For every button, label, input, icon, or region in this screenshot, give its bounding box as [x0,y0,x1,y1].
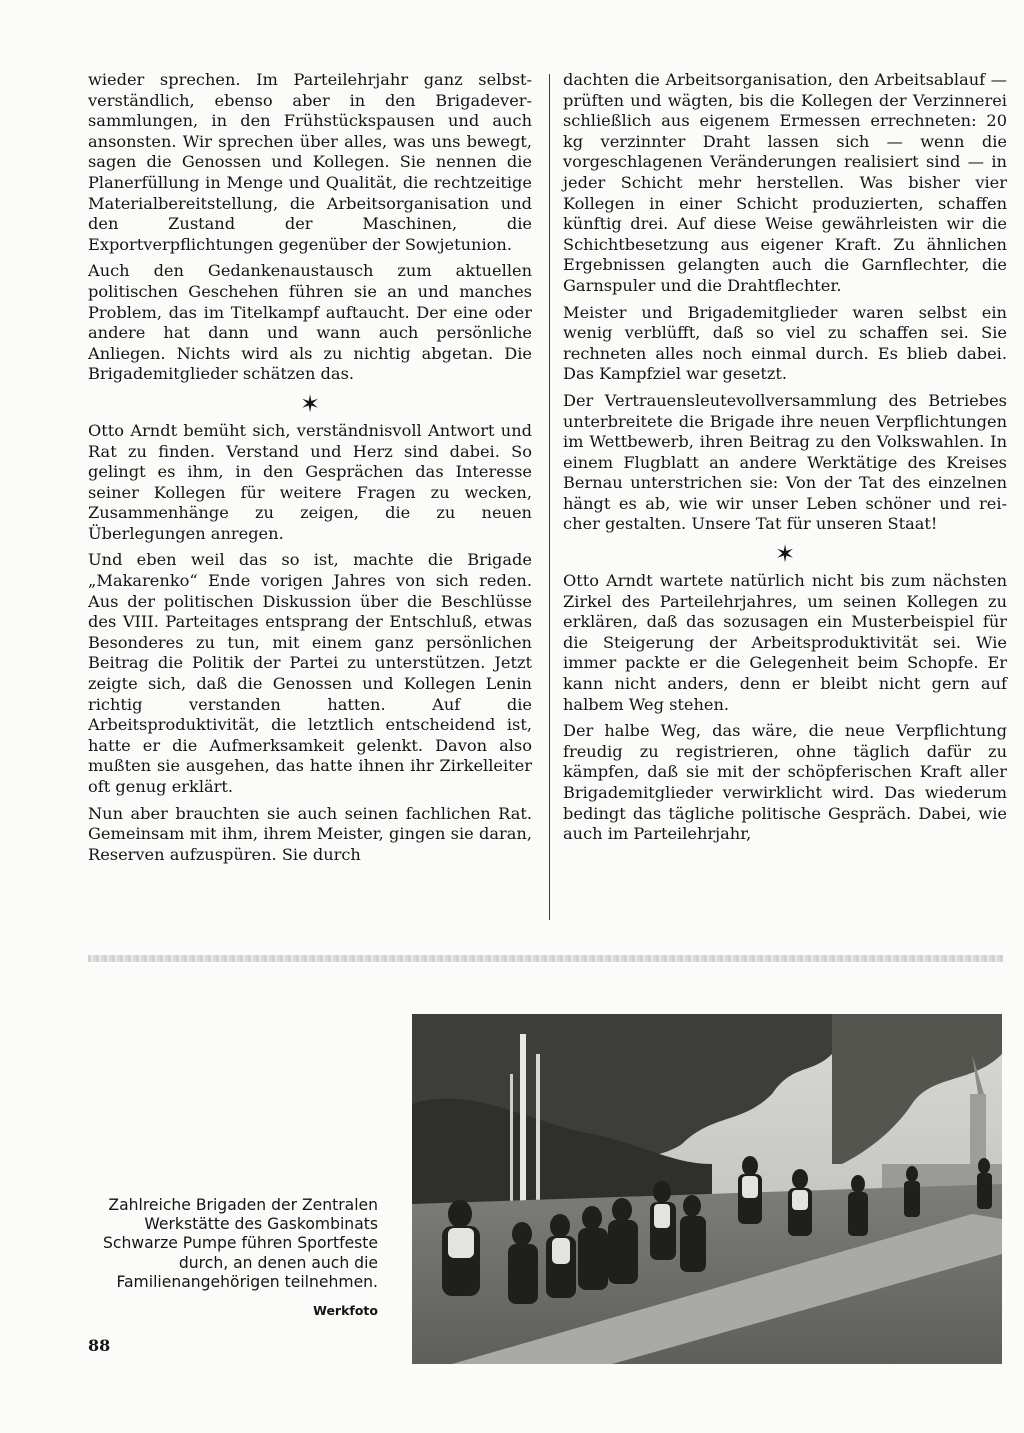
paragraph: Nun aber brauchten sie auch seinen fachlichen Rat. Gemeinsam mit ihm, ihrem Meister, gingen sie daran, Reserven aufzuspüren. Sie durch [88,803,532,864]
paragraph: Meister und Brigademitglieder waren selbst ein wenig verblüfft, daß so viel zu schaffen sei. Sie rechneten alles noch einmal durch. Es blieb dabei. Das Kampfziel war gesetzt. [563,302,1007,384]
section-divider-star: ✶ [774,540,796,569]
left-column [88,70,532,871]
right-column [563,70,1007,851]
photo-caption: Zahlreiche Brigaden der Zentralen Werkstätte des Gaskombinats Schwarze Pumpe führen Sportfeste durch, an denen auch die Familienangehörigen teilnehmen. [103,1196,378,1291]
paragraph: Otto Arndt wartete natürlich nicht bis zum nächsten Zirkel des Parteilehrjahres, um seinen Kollegen zu erklären, daß das sozusagen ein Musterbeispiel für die Steigerung der Arbeitsproduktivität sei. Wie immer packte er die Gelegenheit beim Schopfe. Er kann nicht anders, denn er bleibt nicht gern auf halbem Weg stehen. [563,571,1007,714]
sports-festival-photo [412,1014,1002,1364]
print-band [88,955,1003,962]
column-divider [549,74,550,920]
page-number: 88 [88,1336,111,1355]
photo-credit: Werkfoto [313,1303,378,1318]
paragraph: Otto Arndt bemüht sich, verständnisvoll Antwort und Rat zu finden. Verstand und Herz sind dabei. So gelingt es ihm, in den Gesprächen das Interesse seiner Kollegen für weitere Fragen zu wecken, Zusammenhänge zu zeigen, die zu neuen Überlegungen anregen. [88,420,532,543]
paragraph: wieder sprechen. Im Parteilehrjahr ganz selbstverständlich, ebenso aber in den Brigadeversammlungen, in den Frühstückspausen und auch ansonsten. Wir sprechen über alles, was uns bewegt, sagen die Genossen und Kollegen. Sie nennen die Planerfüllung in Menge und Qualität, die rechtzeitige Materialbereitstellung, die Arbeitsorganisation und den Zustand der Maschinen, die Exportverpflichtungen gegenüber der Sowjetunion. [88,70,532,254]
paragraph: dachten die Arbeitsorganisation, den Arbeitsablauf — prüften und wägten, bis die Kollegen der Verzinnerei schließlich aus eigenem Ermessen errechneten: 20 kg verzinnter Draht lassen sich — wenn die vorgeschlagenen Veränderungen realisiert sind — in jeder Schicht mehr herstellen. Was bisher vier Kollegen in einer Schicht produzierten, schaffen künftig drei. Auf diese Weise gewährleisten wir die Schichtbesetzung aus eigener Kraft. Zu ähnlichen Ergebnissen gelangten auch die Garnflechter, die Garnspuler und die Drahtflechter. [563,70,1007,295]
paragraph: Der Vertrauensleutevollversammlung des Betriebes unterbreitete die Brigade ihre neuen Verpflichtungen im Wettbewerb, ihren Beitrag zu den Volkswahlen. In einem Flugblatt an andere Werktätige des Kreises Bernau unterstrichen sie: Von der Tat des einzelnen hängt es ab, wie wir unser Leben schöner und reicher gestalten. Unsere Tat für unseren Staat! [563,390,1007,534]
paragraph: Und eben weil das so ist, machte die Brigade „Makarenko“ Ende vorigen Jahres von sich reden. Aus der politischen Diskussion über die Beschlüsse des VIII. Parteitages entsprang der Entschluß, etwas Besonderes zu tun, mit einem ganz persönlichen Beitrag die Politik der Partei zu unterstützen. Jetzt zeigte sich, daß die Genossen und Kollegen Lenin richtig verstanden hatten. Auf die Arbeitsproduktivität, die letztlich entscheidend ist, hatte er die Aufmerksamkeit gelenkt. Davon also mußten sie ausgehen, das hatte ihnen ihr Zirkelleiter oft genug erklärt. [88,550,532,796]
paragraph: Auch den Gedankenaustausch zum aktuellen politischen Geschehen führen sie an und manches Problem, das im Titelkampf auftaucht. Der eine oder andere hat dann und wann auch persönliche Anliegen. Nichts wird als zu nichtig abgetan. Die Brigademitglieder schätzen das. [88,261,532,384]
section-divider-star: ✶ [299,389,321,418]
photo-illustration [412,1014,1002,1364]
paragraph: Der halbe Weg, das wäre, die neue Verpflichtung freudig zu registrieren, ohne täglich dafür zu kämpfen, daß sie mit der schöpferischen Kraft aller Brigademitglieder verwirklicht wird. Das wiederum bedingt das tägliche politische Gespräch. Dabei, wie auch im Parteilehrjahr, [563,721,1007,844]
